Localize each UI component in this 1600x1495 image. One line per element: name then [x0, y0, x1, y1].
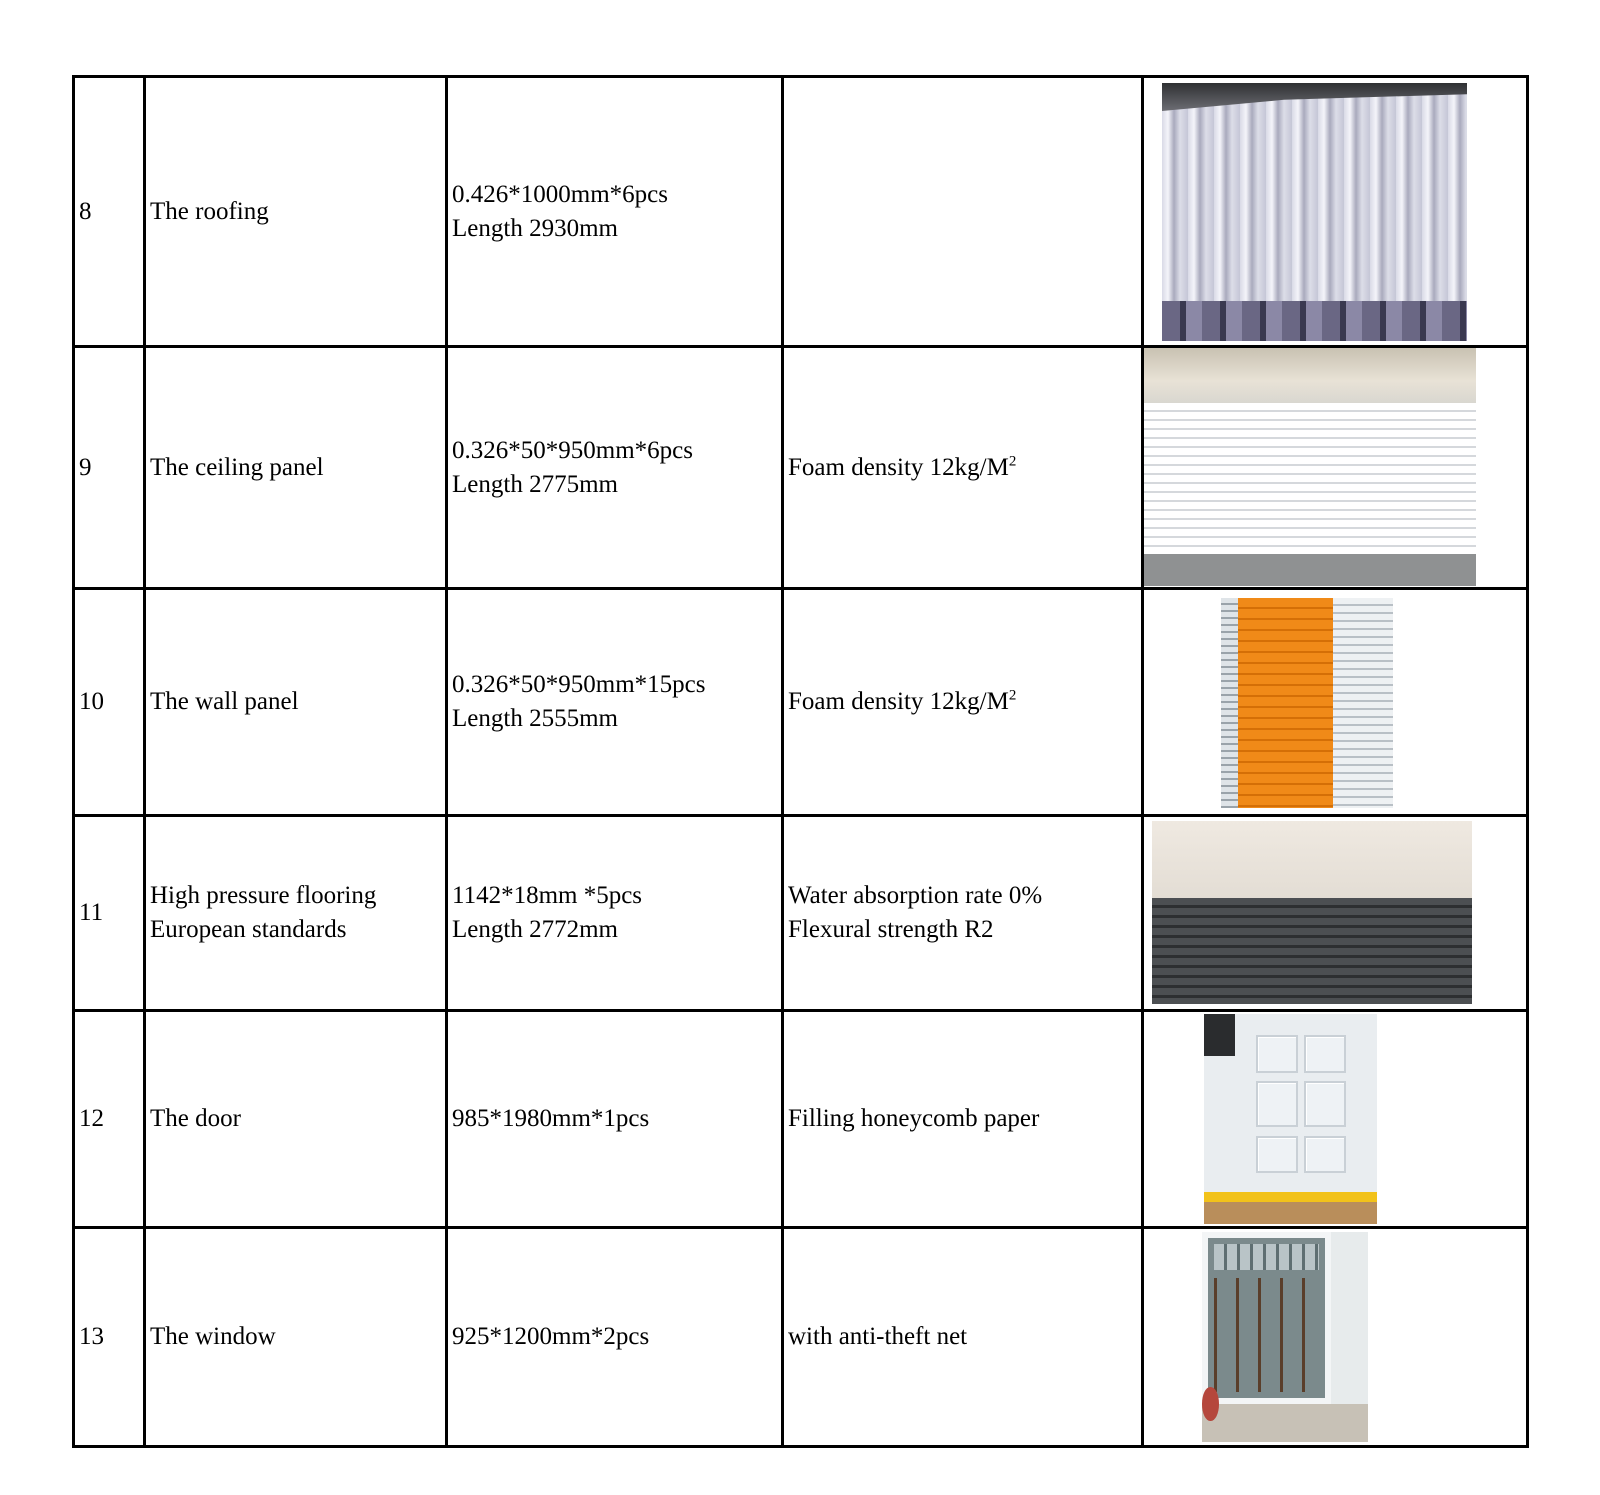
row-number: 11 [74, 816, 145, 1011]
note-text: Foam density 12kg/M [788, 688, 1009, 715]
item-spec: 0.326*50*950mm*6pcs Length 2775mm [447, 347, 783, 589]
item-image-cell [1143, 77, 1528, 347]
item-name: The door [145, 1011, 447, 1228]
item-name: The roofing [145, 77, 447, 347]
item-name: The window [145, 1228, 447, 1447]
note-superscript: 2 [1008, 687, 1017, 704]
note-text: Foam density 12kg/M [788, 453, 1009, 481]
item-note [783, 347, 1143, 589]
window-photo [1202, 1232, 1368, 1442]
item-spec: 0.326*50*950mm*15pcs Length 2555mm [447, 589, 783, 816]
item-name: High pressure flooring European standards [145, 816, 447, 1011]
row-number: 10 [74, 589, 145, 816]
item-image-cell [1143, 347, 1528, 589]
table-row [74, 77, 1528, 347]
item-spec: 985*1980mm*1pcs [447, 1011, 783, 1228]
row-number: 12 [74, 1011, 145, 1228]
item-note [783, 77, 1143, 347]
item-image-cell [1143, 1011, 1528, 1228]
table-row [74, 1228, 1528, 1447]
spec-table [72, 75, 1529, 1448]
note-text: with anti-theft net [788, 1323, 968, 1350]
table-row [74, 1011, 1528, 1228]
note-text: Water absorption rate 0% Flexural strength R2 [788, 882, 1043, 943]
item-note [783, 816, 1143, 1011]
item-note [783, 589, 1143, 816]
row-number: 8 [74, 77, 145, 347]
table-row [74, 816, 1528, 1011]
row-number: 13 [74, 1228, 145, 1447]
item-name: The wall panel [145, 589, 447, 816]
roofing-photo [1162, 83, 1467, 341]
table-row [74, 347, 1528, 589]
item-image-cell [1143, 589, 1528, 816]
item-note [783, 1228, 1143, 1447]
item-spec: 1142*18mm *5pcs Length 2772mm [447, 816, 783, 1011]
item-spec: 0.426*1000mm*6pcs Length 2930mm [447, 77, 783, 347]
item-spec: 925*1200mm*2pcs [447, 1228, 783, 1447]
table-row [74, 589, 1528, 816]
item-note [783, 1011, 1143, 1228]
flooring-photo [1152, 821, 1472, 1004]
note-text: Filling honeycomb paper [788, 1105, 1040, 1132]
note-superscript: 2 [1008, 453, 1017, 470]
door-photo [1204, 1014, 1377, 1224]
ceiling-panel-photo [1144, 348, 1476, 586]
item-name: The ceiling panel [145, 347, 447, 589]
item-image-cell [1143, 1228, 1528, 1447]
wall-panel-photo [1221, 598, 1393, 808]
item-image-cell [1143, 816, 1528, 1011]
row-number: 9 [74, 347, 145, 589]
